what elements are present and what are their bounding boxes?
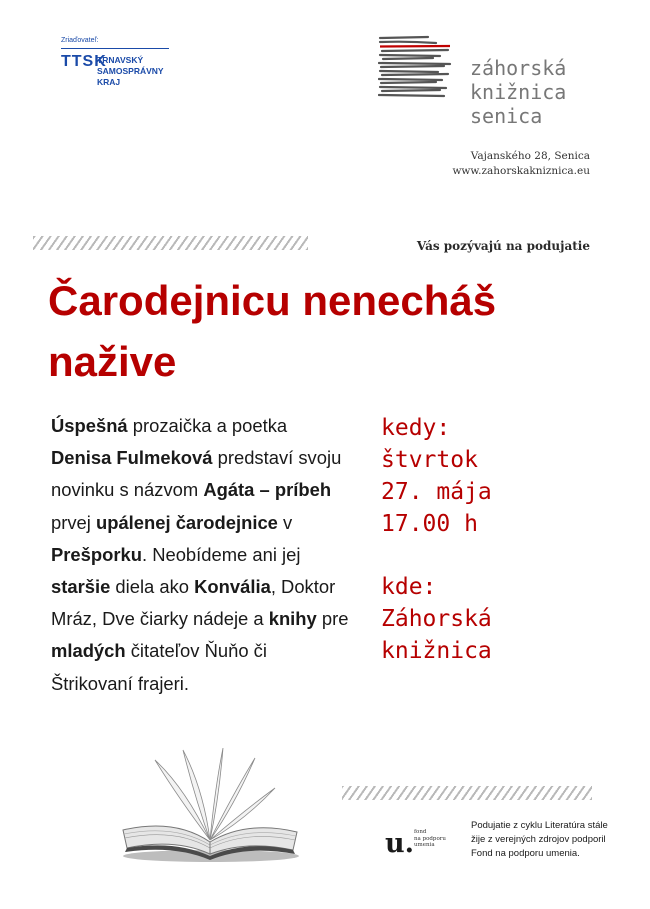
body-text-segment: prvej xyxy=(51,511,96,533)
library-contact xyxy=(452,149,590,179)
fpu-text-line-2: na podporu xyxy=(414,835,446,842)
fpu-text-line-3: umenia xyxy=(414,842,435,848)
ttsk-name-line-1: TRNAVSKÝ xyxy=(97,55,144,65)
founder-divider xyxy=(61,48,169,49)
body-emphasis: mladých xyxy=(51,640,126,662)
book-stack-logo-icon xyxy=(378,34,453,100)
open-book-icon xyxy=(115,748,305,866)
body-text-segment: pre xyxy=(316,608,349,630)
hatch-divider-bottom xyxy=(342,786,592,800)
library-name-line-3: senica xyxy=(470,104,543,128)
library-name xyxy=(470,56,566,128)
body-emphasis: Konvália xyxy=(194,576,271,598)
where-label: kde: xyxy=(381,574,437,600)
fpu-logo-text xyxy=(414,829,446,849)
event-description xyxy=(51,410,351,700)
library-website: www.zahorskakniznica.eu xyxy=(452,165,590,177)
library-address: Vajanského 28, Senica xyxy=(470,150,590,162)
event-place-line-2: knižnica xyxy=(381,638,492,664)
body-text-segment: , Doktor Mráz, Dve čiarky nádeje a xyxy=(51,576,336,630)
founder-label: Zriaďovateľ: xyxy=(61,37,99,44)
fpu-logo-icon: u. xyxy=(385,828,415,859)
body-text-segment: diela ako xyxy=(110,576,195,598)
ttsk-logo-name xyxy=(97,55,164,88)
hatch-divider-top xyxy=(33,236,308,250)
ttsk-logo-mark: TTSK xyxy=(61,53,107,70)
body-text-segment: . Neobídeme ani jej xyxy=(141,543,301,565)
event-time: 17.00 h xyxy=(381,511,478,537)
event-date: 27. mája xyxy=(381,479,492,505)
event-title: Čarodejnicu nenecháš nažive xyxy=(48,277,497,385)
when-label: kedy: xyxy=(381,415,451,441)
ttsk-name-line-2: SAMOSPRÁVNY xyxy=(97,66,164,76)
body-emphasis: Agáta – príbeh xyxy=(203,479,332,501)
event-day: štvrtok xyxy=(381,447,478,473)
body-text-segment: v xyxy=(277,511,293,533)
body-emphasis: knihy xyxy=(268,608,317,630)
body-emphasis: Prešporku xyxy=(51,543,142,565)
invite-line: Vás pozývajú na podujatie xyxy=(416,239,590,253)
body-emphasis: Úspešná xyxy=(51,415,128,436)
library-name-line-2: knižnica xyxy=(470,80,567,104)
body-text-segment: predstaví svoju novinku s názvom xyxy=(51,447,342,501)
body-text-segment: čitateľov Ňuňo či Štrikovaní frajeri. xyxy=(51,640,267,694)
event-place-line-1: Záhorská xyxy=(381,606,492,632)
library-name-line-1: záhorská xyxy=(470,56,567,80)
body-emphasis: staršie xyxy=(51,576,111,598)
fpu-text-line-1: fond xyxy=(414,829,427,835)
event-details xyxy=(381,412,492,667)
ttsk-name-line-3: KRAJ xyxy=(97,77,121,87)
body-text-segment: prozaička a poetka xyxy=(127,415,288,436)
body-emphasis: Denisa Fulmeková xyxy=(51,447,213,469)
details-spacer xyxy=(381,540,492,571)
support-note: Podujatie z cyklu Literatúra stále žije z verejných zdrojov podporil Fond na podporu umenia. xyxy=(471,820,608,859)
body-emphasis: upálenej čarodejnice xyxy=(95,511,278,533)
